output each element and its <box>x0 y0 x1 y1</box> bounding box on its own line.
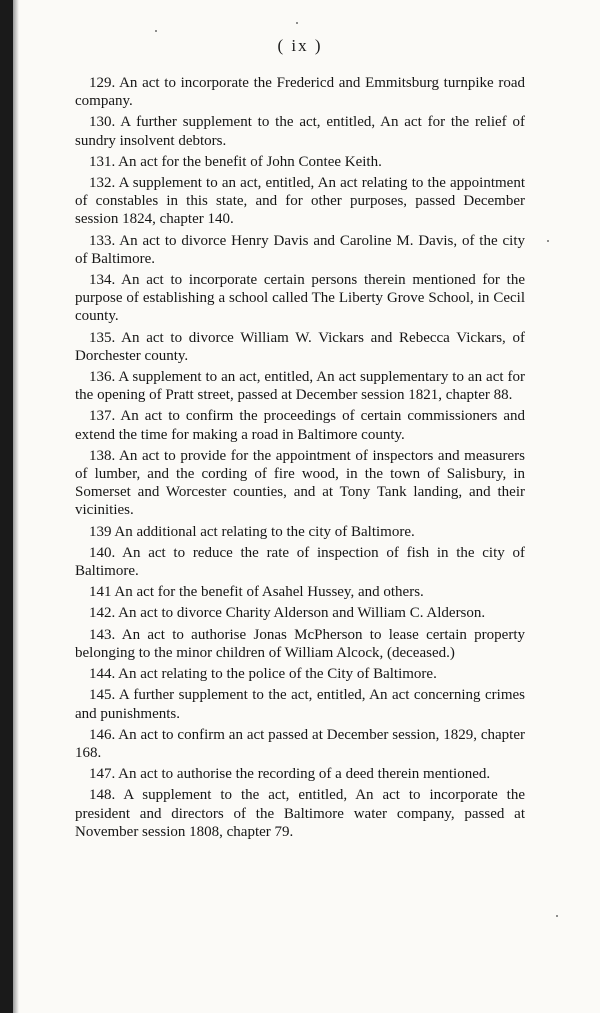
act-entry-text: 146. An act to confirm an act passed at December session, 1829, chapter 168. <box>75 726 525 761</box>
act-entry-text: 140. An act to reduce the rate of inspection of fish in the city of Baltimore. <box>75 544 525 580</box>
act-entry <box>75 786 525 841</box>
act-entry <box>75 113 525 149</box>
binding-edge <box>0 0 13 1013</box>
act-entry-text: 147. An act to authorise the recording of a deed therein mentioned. <box>89 766 491 783</box>
act-entry <box>75 74 525 110</box>
act-entry <box>75 544 525 580</box>
act-entry <box>75 686 525 722</box>
act-entry <box>75 368 525 404</box>
act-entry <box>75 726 525 762</box>
act-entry <box>75 665 525 683</box>
act-entry <box>75 174 525 229</box>
act-entry <box>75 447 525 520</box>
act-entry <box>75 604 525 622</box>
act-entry-text: 148. A supplement to the act, entitled, An act to incorporate the president and directors of the Baltimore water company, passed at November session 1808, chapter 79. <box>75 787 525 840</box>
act-entry <box>75 329 525 365</box>
act-entry-text: 134. An act to incorporate certain persons therein mentioned for the purpose of establishing a school called The Liberty Grove School, in Cecil county. <box>75 272 525 325</box>
act-entry-text: 139 An additional act relating to the city of Baltimore. <box>89 523 415 540</box>
act-entry-text: 135. An act to divorce William W. Vickars and Rebecca Vickars, of Dorchester county. <box>75 329 525 364</box>
act-entry-text: 144. An act relating to the police of the City of Baltimore. <box>89 666 437 683</box>
binding-shadow <box>13 0 19 1013</box>
act-list <box>75 74 525 844</box>
act-entry-text: 133. An act to divorce Henry Davis and Caroline M. Davis, of the city of Baltimore. <box>75 232 525 267</box>
page-number: ( ix ) <box>277 36 323 55</box>
act-entry <box>75 407 525 443</box>
act-entry-text: 131. An act for the benefit of John Contee Keith. <box>89 153 382 170</box>
act-entry <box>75 153 525 171</box>
act-entry-text: 143. An act to authorise Jonas McPherson to lease certain property belonging to the minor children of William Alcock, (deceased.) <box>75 626 525 661</box>
act-entry-text: 138. An act to provide for the appointment of inspectors and measurers of lumber, and the cording of fire wood, in the town of Salisbury, in Somerset and Worcester counties, and at Tony Tank landing, and their vicinities. <box>75 447 525 519</box>
act-entry-text: 132. A supplement to an act, entitled, An act relating to the appointment of constables in this state, and for other purposes, passed December session 1824, chapter 140. <box>75 175 525 228</box>
act-entry-text: 142. An act to divorce Charity Alderson and William C. Alderson. <box>89 605 486 622</box>
act-entry-text: 137. An act to confirm the proceedings of certain commissioners and extend the time for making a road in Baltimore county. <box>75 408 525 443</box>
act-entry <box>75 765 525 783</box>
act-entry-text: 145. A further supplement to the act, entitled, An act concerning crimes and punishments. <box>75 687 525 722</box>
act-entry <box>75 271 525 326</box>
act-entry-text: 141 An act for the benefit of Asahel Hussey, and others. <box>89 584 424 601</box>
act-entry-text: 130. A further supplement to the act, entitled, An act for the relief of sundry insolvent debtors. <box>75 114 525 149</box>
act-entry <box>75 232 525 268</box>
act-entry <box>75 626 525 662</box>
act-entry <box>75 523 525 541</box>
act-entry <box>75 583 525 601</box>
act-entry-text: 129. An act to incorporate the Fredericd and Emmitsburg turnpike road company. <box>75 75 525 110</box>
act-entry-text: 136. A supplement to an act, entitled, An act supplementary to an act for the opening of Pratt street, passed at December session 1821, chapter 88. <box>75 369 525 404</box>
